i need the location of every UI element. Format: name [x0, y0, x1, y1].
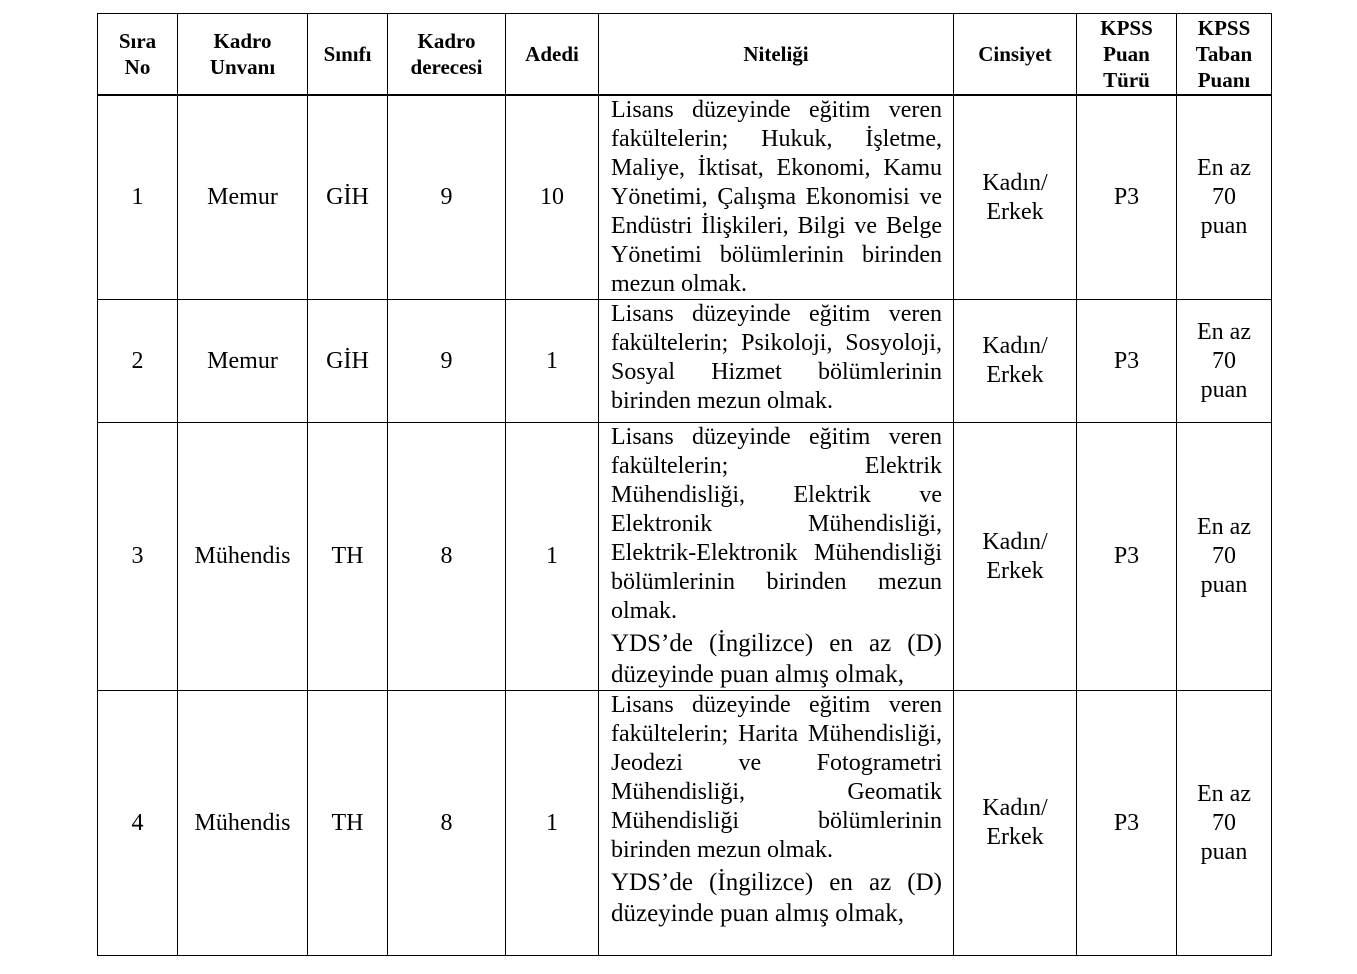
cell-kpss-puan-turu: P3	[1077, 300, 1177, 423]
header-niteligi: Niteliği	[599, 14, 954, 96]
cell-sinifi: TH	[308, 691, 388, 956]
cell-niteligi	[599, 423, 954, 691]
nitelik-yds-text: YDS’de (İngilizce) en az (D) düzeyinde puan almış olmak,	[611, 630, 942, 688]
cell-adedi: 10	[506, 95, 599, 300]
cell-cinsiyet: Kadın/ Erkek	[954, 300, 1077, 423]
cell-kpss-taban-puani: En az 70 puan	[1177, 691, 1272, 956]
cell-niteligi	[599, 691, 954, 956]
cell-kpss-taban-puani: En az 70 puan	[1177, 95, 1272, 300]
cell-sira-no: 2	[98, 300, 178, 423]
cell-kpss-puan-turu: P3	[1077, 423, 1177, 691]
nitelik-yds-text: YDS’de (İngilizce) en az (D) düzeyinde puan almış olmak,	[611, 869, 942, 927]
table-row	[98, 300, 1272, 423]
header-kadro-derecesi: Kadro derecesi	[388, 14, 506, 96]
nitelik-text: Lisans düzeyinde eğitim veren fakültelerin; Psikoloji, Sosyoloji, Sosyal Hizmet bölümlerinin birinden mezun olmak.	[611, 301, 942, 414]
cell-sinifi: TH	[308, 423, 388, 691]
cell-kadro-derecesi: 8	[388, 423, 506, 691]
nitelik-text: Lisans düzeyinde eğitim veren fakültelerin; Hukuk, İşletme, Maliye, İktisat, Ekonomi, Kamu Yönetimi, Çalışma Ekonomisi ve Endüstri İlişkileri, Bilgi ve Belge Yönetimi bölümlerinin birinden mezun olmak.	[611, 97, 942, 297]
cell-niteligi	[599, 300, 954, 423]
cell-cinsiyet: Kadın/ Erkek	[954, 691, 1077, 956]
cell-kpss-puan-turu: P3	[1077, 691, 1177, 956]
cell-sinifi: GİH	[308, 300, 388, 423]
cell-kpss-taban-puani: En az 70 puan	[1177, 300, 1272, 423]
nitelik-text: Lisans düzeyinde eğitim veren fakültelerin; Elektrik Mühendisliği, Elektrik ve Elektronik Mühendisliği, Elektrik-Elektronik Mühendisliği bölümlerinin birinden mezun olmak.	[611, 424, 942, 624]
cell-kpss-puan-turu: P3	[1077, 95, 1177, 300]
cell-kadro-unvani: Memur	[178, 95, 308, 300]
cell-kadro-unvani: Mühendis	[178, 691, 308, 956]
header-adedi: Adedi	[506, 14, 599, 96]
cell-cinsiyet: Kadın/ Erkek	[954, 95, 1077, 300]
table-row	[98, 423, 1272, 691]
header-kpss-taban-puani: KPSS Taban Puanı	[1177, 14, 1272, 96]
cell-kadro-derecesi: 8	[388, 691, 506, 956]
cell-kadro-derecesi: 9	[388, 300, 506, 423]
cell-niteligi	[599, 95, 954, 300]
cell-kadro-unvani: Memur	[178, 300, 308, 423]
header-kadro-unvani: Kadro Unvanı	[178, 14, 308, 96]
cell-sira-no: 3	[98, 423, 178, 691]
header-row	[98, 14, 1272, 96]
nitelik-text: Lisans düzeyinde eğitim veren fakültelerin; Harita Mühendisliği, Jeodezi ve Fotogrametri Mühendisliği, Geomatik Mühendisliği bölümlerinin birinden mezun olmak.	[611, 692, 942, 863]
kadro-table	[97, 13, 1272, 956]
header-sinifi: Sınıfı	[308, 14, 388, 96]
cell-sinifi: GİH	[308, 95, 388, 300]
header-sira-no: Sıra No	[98, 14, 178, 96]
cell-sira-no: 4	[98, 691, 178, 956]
header-cinsiyet: Cinsiyet	[954, 14, 1077, 96]
table-row	[98, 691, 1272, 956]
cell-adedi: 1	[506, 691, 599, 956]
cell-adedi: 1	[506, 300, 599, 423]
cell-kadro-unvani: Mühendis	[178, 423, 308, 691]
cell-adedi: 1	[506, 423, 599, 691]
cell-cinsiyet: Kadın/ Erkek	[954, 423, 1077, 691]
cell-sira-no: 1	[98, 95, 178, 300]
table-row	[98, 95, 1272, 300]
cell-kpss-taban-puani: En az 70 puan	[1177, 423, 1272, 691]
header-kpss-puan-turu: KPSS Puan Türü	[1077, 14, 1177, 96]
cell-kadro-derecesi: 9	[388, 95, 506, 300]
